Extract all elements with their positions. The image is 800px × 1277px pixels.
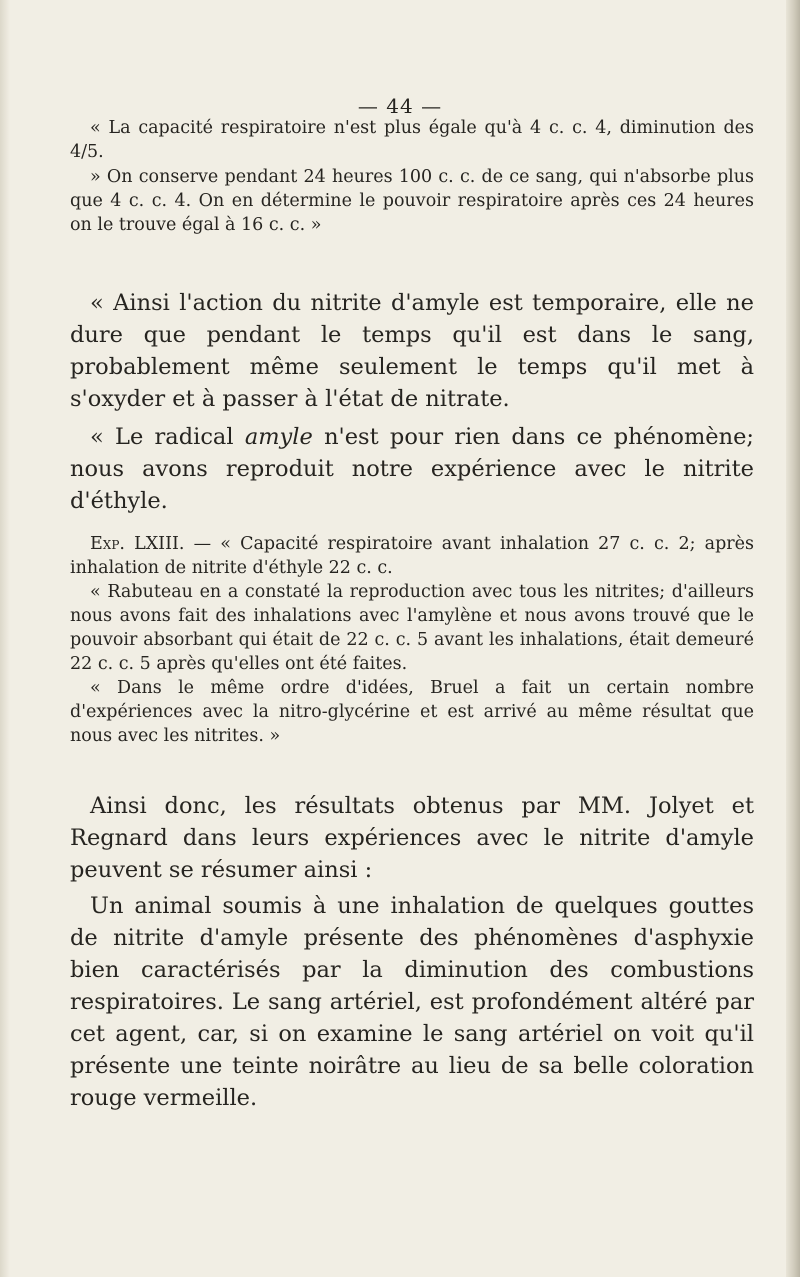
conclusion-paragraph-1: Ainsi donc, les résultats obtenus par MM. Jolyet et Regnard dans leurs expériences avec le nitrite d'amyle peuvent se résumer ainsi : bbox=[70, 793, 754, 883]
experiment-text: — « Capacité respiratoire avant inhalation 27 c. c. 2; après inhalation de nitrite d'éthyle 22 c. c. bbox=[70, 534, 754, 578]
body-paragraph-2-start: « Le radical bbox=[90, 424, 245, 450]
conclusion-paragraph-2: Un animal soumis à une inhalation de quelques gouttes de nitrite d'amyle présente des phénomènes d'asphyxie bien caractérisés par la diminution des combustions respiratoires. Le sang artériel, est profondément altéré par cet agent, car, si on examine le sang artériel on voit qu'il présente une teinte noirâtre au lieu de sa belle coloration rouge vermeille. bbox=[70, 893, 754, 1111]
page-number: — 44 — bbox=[357, 94, 443, 118]
quote-paragraph-1: « La capacité respiratoire n'est plus égale qu'à 4 c. c. 4, diminution des 4/5. bbox=[70, 118, 754, 162]
experiment-paragraph-2: « Rabuteau en a constaté la reproduction avec tous les nitrites; d'ailleurs nous avons fait des inhalations avec l'amylène et nous avons trouvé que le pouvoir absorbant qui était de 22 c. c. 5 avant les inhalations, était demeuré 22 c. c. 5 après qu'elles ont été faites. bbox=[70, 582, 754, 674]
experiment-paragraph-3: « Dans le même ordre d'idées, Bruel a fait un certain nombre d'expériences avec la nitro-glycérine et est arrivé au même résultat que nous avec les nitrites. » bbox=[70, 678, 754, 746]
page-edge-left bbox=[0, 0, 10, 1277]
body-paragraph-2 bbox=[70, 421, 754, 517]
page-edge-right bbox=[786, 0, 800, 1277]
experiment-paragraph-1 bbox=[70, 532, 754, 580]
body-paragraph-2-end: n'est pour rien dans ce phénomène; nous avons reproduit notre expérience avec le nitrite d'éthyle. bbox=[70, 424, 754, 514]
quote-paragraph-2: » On conserve pendant 24 heures 100 c. c. de ce sang, qui n'absorbe plus que 4 c. c. 4. On en détermine le pouvoir respiratoire après ces 24 heures on le trouve égal à 16 c. c. » bbox=[70, 167, 754, 235]
amyle-term: amyle bbox=[244, 424, 313, 450]
experiment-label: Exp. LXIII. bbox=[90, 534, 185, 554]
body-paragraph-1: « Ainsi l'action du nitrite d'amyle est temporaire, elle ne dure que pendant le temps qu'il est dans le sang, probablement même seulement le temps qu'il met à s'oxyder et à passer à l'état de nitrate. bbox=[70, 290, 754, 412]
